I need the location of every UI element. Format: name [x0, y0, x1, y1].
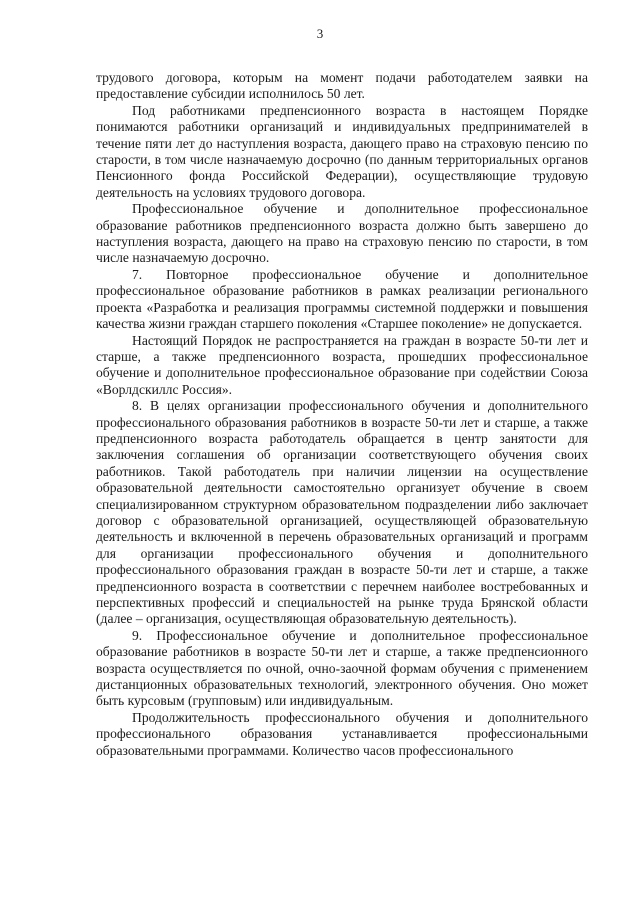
paragraph: трудового договора, которым на момент подачи работодателем заявки на предоставление субсидии исполнилось 50 лет. [96, 70, 588, 102]
paragraph: Профессиональное обучение и дополнительное профессиональное образование работников предпенсионного возраста должно быть завершено до наступления возраста, дающего на право на страховую пенсию по старости, в том числе назначаемую досрочно. [96, 201, 588, 266]
document-body [96, 70, 588, 759]
paragraph: 7. Повторное профессиональное обучение и дополнительное профессиональное образование работников в рамках реализации регионального проекта «Разработка и реализация программы системной поддержки и повышения качества жизни граждан старшего поколения «Старшее поколение» не допускается. [96, 266, 588, 332]
page-number: 3 [316, 26, 324, 41]
paragraph: 8. В целях организации профессионального обучения и дополнительного профессионального образования работников в возрасте 50-ти лет и старше, а также предпенсионного возраста работодатель обращается в центр занятости для заключения соглашения об организации соответствующего обучения своих работников. Такой работодатель при наличии лицензии на осуществление образовательной деятельности самостоятельно организует обучение в своем специализированном структурном образовательном подразделении либо заключает договор с образовательной организацией, осуществляющей образовательную деятельность и включенной в перечень образовательных организаций и программ для организации профессионального обучения и дополнительного профессионального образования граждан в возрасте 50-ти лет и старше, а также предпенсионного возраста в соответствии с перечнем наиболее востребованных и перспективных профессий и специальностей на рынке труда Брянской области (далее – организация, осуществляющая образовательную деятельность). [96, 398, 588, 627]
paragraph: 9. Профессиональное обучение и дополнительное профессиональное образование работников в возрасте 50-ти лет и старше, а также предпенсионного возраста осуществляется по очной, очно-заочной формам обучения с применением дистанционных образовательных технологий, электронного обучения. Оно может быть курсовым (групповым) или индивидуальным. [96, 627, 588, 709]
paragraph: Настоящий Порядок не распространяется на граждан в возрасте 50-ти лет и старше, а также предпенсионного возраста, прошедших профессиональное обучение и дополнительное профессиональное образование при содействии Союза «Ворлдскиллс Россия». [96, 332, 588, 397]
paragraph: Продолжительность профессионального обучения и дополнительного профессионального образования устанавливается профессиональными образовательными программами. Количество часов профессионального [96, 709, 588, 758]
paragraph: Под работниками предпенсионного возраста в настоящем Порядке понимаются работники организаций и индивидуальных предпринимателей в течение пяти лет до наступления возраста, дающего право на страховую пенсию по старости, в том числе назначаемую досрочно (по данным территориальных органов Пенсионного фонда Российской Федерации), осуществляющие трудовую деятельность на условиях трудового договора. [96, 102, 588, 200]
